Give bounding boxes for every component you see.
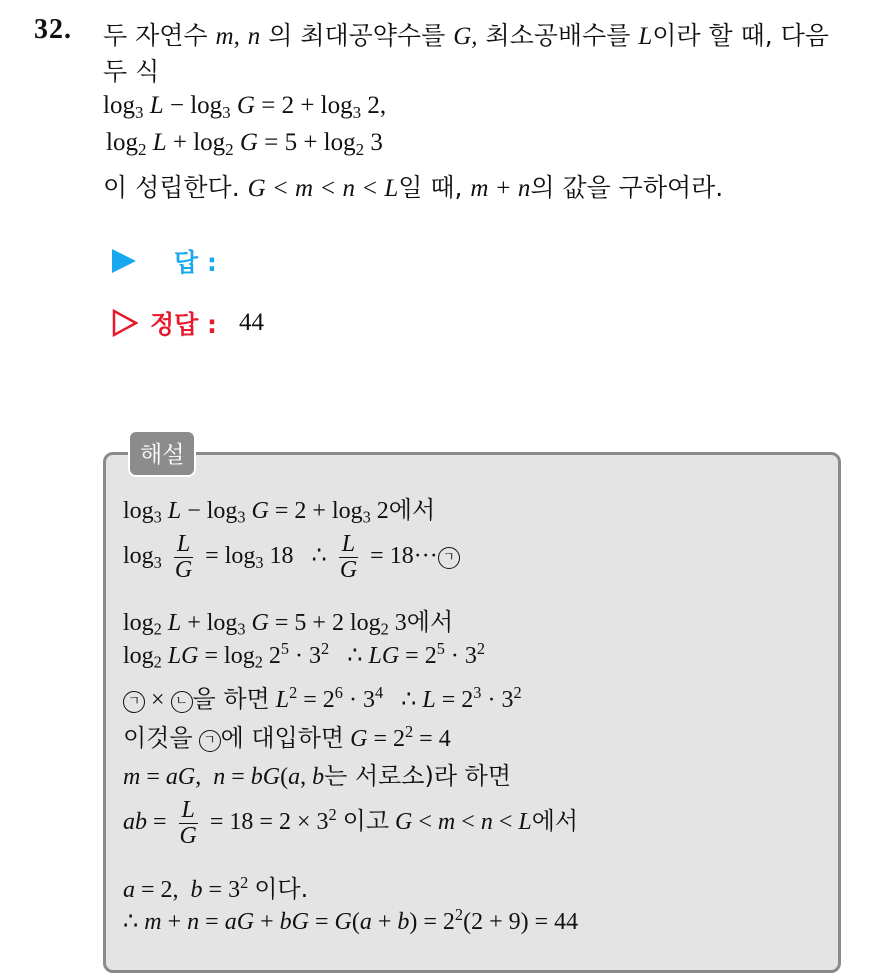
sol5-kor: 을 하면 <box>192 685 270 713</box>
circled-giyeok-icon: ㄱ <box>438 547 460 569</box>
answer-row <box>112 243 217 279</box>
q1-text-c: 최소공배수를 <box>485 21 631 50</box>
q1-text-b: 의 최대공약수를 <box>268 21 446 50</box>
sol1-kor: 에서 <box>388 496 436 524</box>
solution-line-6: 이것을 ㄱ 에 대입하면 $G = 2^2 = 4$ <box>123 722 451 752</box>
cond-math-b: m + n <box>470 175 531 202</box>
sol3-kor: 에서 <box>406 608 454 636</box>
solution-line-7: m = aG, n = bG(a, b는 서로소)라 하면 <box>123 762 512 790</box>
question-number: 32. <box>34 14 72 45</box>
sol9-kor: 이다. <box>254 875 309 903</box>
solution-line-4: $\log_2$ LG = $\log_2 2^5 \cdot 3^2$ ∴ LG = $2^5 \cdot 3^2$ <box>123 639 486 672</box>
q1-var-n: n <box>247 23 261 50</box>
correct-answer-row <box>112 305 264 341</box>
sol6-kor-b: 에 대입하면 <box>220 724 345 752</box>
fraction-L-over-G-2: $\frac{L}{G}$ <box>339 531 358 584</box>
question-line-1 <box>103 16 829 52</box>
sol8-kor-a: 이고 <box>342 807 390 836</box>
q1-text-d: 이라 할 때, 다음 <box>652 21 829 50</box>
circled-giyeok-icon: ㄱ <box>199 730 221 752</box>
solution-line-5: ㄱ × ㄴ 을 하면 $L^2 = 2^6 \cdot 3^4$ ∴ $L = 2^3 \cdot 3^2$ <box>123 679 522 714</box>
fraction-L-over-G-3: $\frac{L}{G}$ <box>179 797 197 850</box>
solution-line-9: a = 2, $b = 3^2$ 이다. <box>123 873 309 903</box>
play-arrow-icon <box>112 249 136 273</box>
outline-arrow-icon <box>112 309 138 337</box>
q1-var-G: G, <box>453 23 478 50</box>
solution-tab: 해설 <box>128 430 196 477</box>
sol7-kor: 는 서로소)라 하면 <box>324 762 512 790</box>
cond-math-a: G < m < n < L <box>247 175 399 202</box>
cond-text-b: 일 때, <box>398 173 463 202</box>
sol8-kor-b: 에서 <box>531 807 579 836</box>
answer-label: 답 : <box>174 248 217 277</box>
cond-text-a: 이 성립한다. <box>103 173 240 202</box>
fraction-L-over-G: $\frac{L}{G}$ <box>174 531 193 584</box>
question-line-2: 두 식 <box>103 57 160 86</box>
q1-var-L: L <box>638 23 653 50</box>
solution-line-10: ∴ m + n = aG + bG = $G(a + b) = 2^2(2 + 9) = 44$ <box>123 905 579 935</box>
solution-line-8: ab = $\frac{L}{G}$ = $18 = 2 \times 3^2$ 이고 G < m < n < L에서 <box>123 797 579 850</box>
sol2-value: 18 <box>389 543 414 570</box>
correct-answer-value: 44 <box>239 309 265 336</box>
q1-var-m: m, <box>215 23 240 50</box>
sol6-kor-a: 이것을 <box>123 724 193 752</box>
circled-giyeok-icon: ㄱ <box>123 691 145 713</box>
question-equation-2: $\log_2 L + \log_2 G = 5 + \log_2 3$ <box>106 129 383 159</box>
question-equation-1: $\log_3 L - \log_3 G = 2 + \log_3 2$, <box>103 92 387 122</box>
correct-answer-label: 정답 : <box>150 310 218 339</box>
q1-text-a: 두 자연수 <box>103 21 208 50</box>
question-condition-line <box>103 168 723 204</box>
solution-line-3: $\log_2 L + \log_3 G = 5 + 2$ $\log_2 3$에서 <box>123 608 454 639</box>
circled-nieun-icon: ㄴ <box>171 691 193 713</box>
solution-line-2: $\log_3$ $\frac{L}{G}$ = $\log_3 18$ ∴ $\frac{L}{G}$ = 18··· ㄱ <box>123 532 460 583</box>
cond-text-c: 의 값을 구하여라. <box>530 173 724 202</box>
solution-line-1: $\log_3 L - \log_3 G = 2 + \log_3 2$에서 <box>123 496 436 527</box>
